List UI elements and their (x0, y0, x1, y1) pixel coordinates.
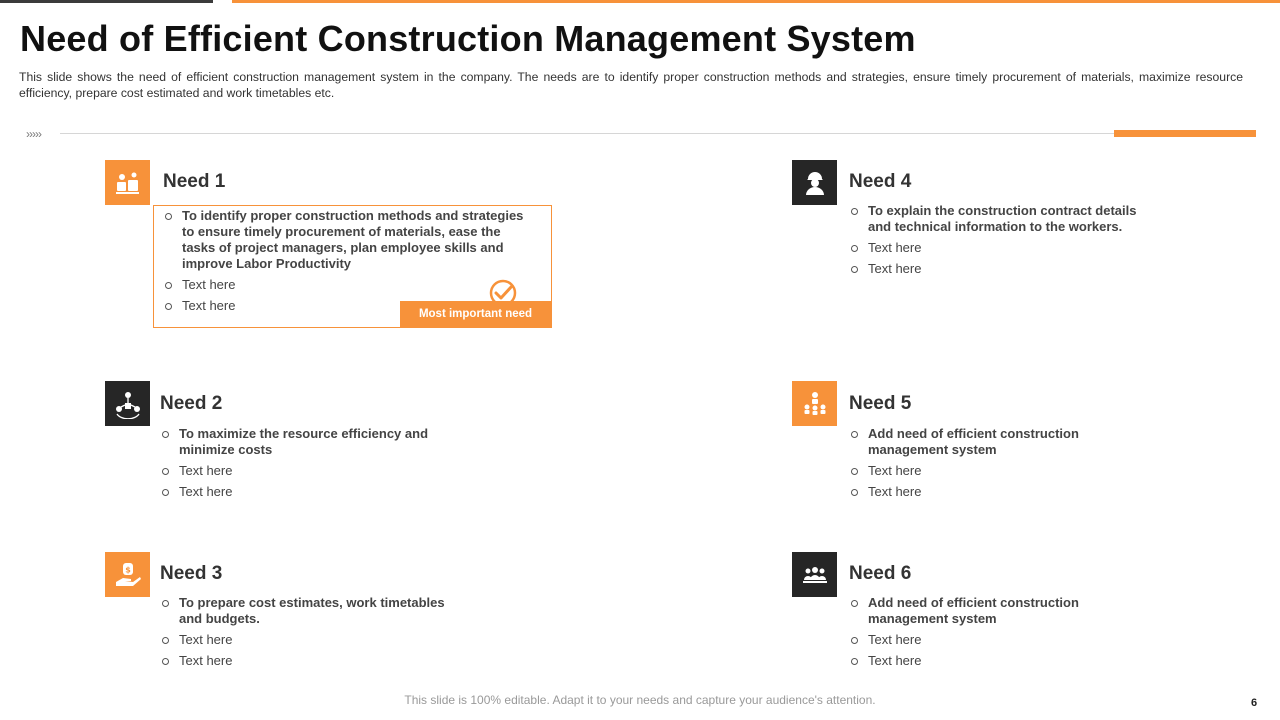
need-2-list (161, 426, 461, 505)
list-item: Text here (161, 484, 461, 500)
need-2-title: Need 2 (160, 393, 223, 414)
list-item: Text here (850, 484, 1110, 500)
need-4-title: Need 4 (849, 171, 912, 192)
list-item: Text here (850, 240, 1160, 256)
need-1-title: Need 1 (163, 171, 226, 192)
team-hierarchy-icon (792, 381, 837, 426)
need-6-list (850, 595, 1110, 674)
procurement-icon (105, 160, 150, 205)
divider-line (60, 133, 1256, 134)
resource-network-icon (105, 381, 150, 426)
footer-note: This slide is 100% editable. Adapt it to your needs and capture your audience's attention. (404, 693, 876, 707)
need-5-list (850, 426, 1110, 505)
list-item: Text here (850, 632, 1110, 648)
list-item: Text here (850, 261, 1160, 277)
need-3-title: Need 3 (160, 563, 223, 584)
list-item: Text here (161, 653, 461, 669)
construction-worker-icon (792, 160, 837, 205)
most-important-badge: Most important need (400, 301, 551, 327)
top-bar-accent (232, 0, 1280, 3)
slide-subtitle: This slide shows the need of efficient construction management system in the company. The needs are to identify proper construction methods and strategies, ensure timely procurement of materials, maximize resource efficiency, prepare cost estimated and work timetables etc. (19, 70, 1243, 100)
list-item: Text here (161, 463, 461, 479)
list-item: Text here (164, 298, 524, 314)
group-meeting-icon (792, 552, 837, 597)
list-item: To maximize the resource efficiency and minimize costs (161, 426, 461, 458)
top-bar-dark (0, 0, 213, 3)
list-item: Text here (850, 653, 1110, 669)
divider-accent-bar (1114, 130, 1256, 137)
svg-text:$: $ (124, 565, 131, 574)
list-item: Add need of efficient construction management system (850, 426, 1110, 458)
list-item: Text here (164, 277, 524, 293)
money-hand-icon (105, 552, 150, 597)
need-4-list (850, 203, 1160, 282)
need-6-title: Need 6 (849, 563, 912, 584)
page-number: 6 (1251, 697, 1258, 709)
list-item: To prepare cost estimates, work timetables and budgets. (161, 595, 461, 627)
list-item: Add need of efficient construction management system (850, 595, 1110, 627)
list-item: Text here (161, 632, 461, 648)
need-5-title: Need 5 (849, 393, 912, 414)
slide-title: Need of Efficient Construction Management System (20, 18, 916, 59)
list-item: To explain the construction contract details and technical information to the workers. (850, 203, 1160, 235)
list-item: To identify proper construction methods and strategies to ensure timely procurement of materials, ease the tasks of project managers, plan employee skills and improve Labor Productivity (164, 208, 524, 272)
list-item: Text here (850, 463, 1110, 479)
chevrons-icon: ››››› (26, 127, 41, 141)
need-3-list (161, 595, 461, 674)
